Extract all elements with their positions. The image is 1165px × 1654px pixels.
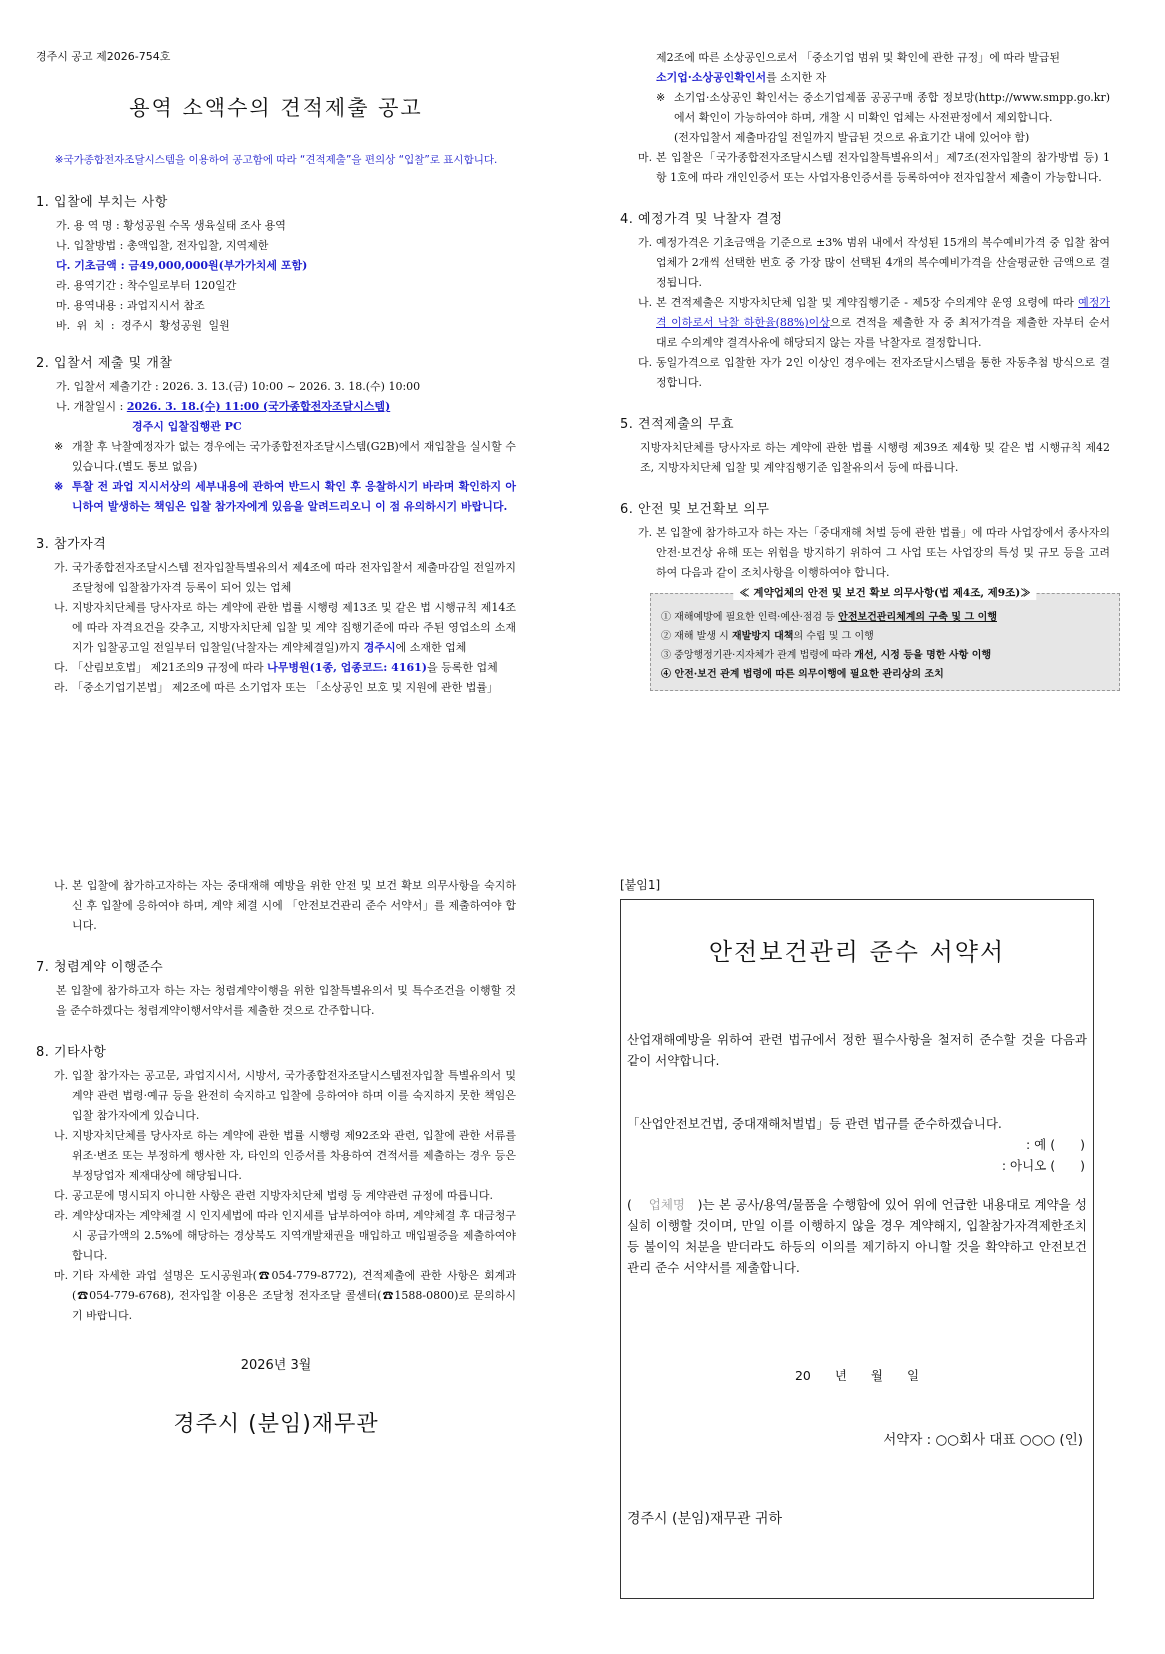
note-mark: ※ (54, 480, 64, 493)
item-text: 예정가격은 기초금액을 기준으로 ±3% 범위 내에서 작성된 15개의 복수예비가격 중 입찰 참여 업체가 2개씩 선택한 번호 중 가장 많이 선택된 4개의 복수예비가격을 산술평균한 금액으로 결정됩니다. (656, 236, 1110, 289)
s2-note-2 (36, 477, 516, 517)
duty-item-3 (661, 646, 1109, 665)
s1-item-b: 나. 입찰방법 : 총액입찰, 전자입찰, 지역제한 (56, 239, 269, 252)
s8-item-b (36, 1126, 516, 1186)
s3-item-c (36, 658, 516, 678)
duty-emphasis: 재발방지 대책 (732, 631, 794, 642)
section-2-heading: 2. 입찰서 제출 및 개찰 (36, 356, 173, 371)
certificate-highlight: 소기업·소상공인확인서 (656, 71, 767, 84)
item-mark: 나. (54, 601, 69, 614)
item-mark: 라. (54, 1209, 69, 1222)
section-5-heading: 5. 견적제출의 무효 (620, 417, 735, 432)
commitment-text: )는 본 공사/용역/물품을 수행함에 있어 위에 언급한 내용대로 계약을 성실히 이행할 것이며, 만일 이를 이행하지 않을 경우 계약해지, 입찰참가자격제한조치 등 불이익 처분을 받더라도 하등의 이의를 제기하지 아니할 것을 확약하고 안전보건관리 준수 서약서를 제출합니다. (627, 1197, 1087, 1275)
s3-certificate-subnote: (전자입찰서 제출마감일 전일까지 발급된 것으로 유효기간 내에 있어야 함) (674, 131, 1030, 144)
item-mark: 가. (54, 1069, 69, 1082)
note-text: 소기업·소상공인 확인서는 중소기업제품 공공구매 종합 정보망(http://www.smpp.go.kr)에서 확인이 가능하여야 하며, 개찰 시 미확인 업체는 사전판정에서 제외합니다. (674, 91, 1110, 124)
duty-item-4: ④ 안전·보건 관계 법령에 따른 의무이행에 필요한 관리상의 조치 (661, 669, 944, 680)
s1-item-d: 라. 용역기간 : 착수일로부터 120일간 (56, 279, 237, 292)
pledge-yes-option[interactable]: : 예 ( ) (1026, 1137, 1085, 1152)
duty-text: ② 재해 발생 시 (661, 631, 733, 642)
duty-emphasis: 개선, 시정 등을 명한 사항 이행 (854, 650, 992, 661)
notice-date: 2026년 3월 (240, 1358, 312, 1373)
item-text-pre: 「산림보호법」 제21조의9 규정에 따라 (72, 661, 268, 674)
item-text: 공고문에 명시되지 아니한 사항은 관련 지방자치단체 법령 등 계약관련 규정에 따릅니다. (72, 1189, 493, 1202)
item-mark: 나. (54, 1129, 69, 1142)
duty-text: ③ 중앙행정기관·지자체가 관계 법령에 따라 (661, 650, 855, 661)
s5-body: 지방자치단체를 당사자로 하는 계약에 관한 법률 시행령 제39조 제4항 및 같은 법 시행규칙 제42조, 지방자치단체 입찰 및 계약집행기준 입찰유의서 등에 따릅니다. (640, 441, 1110, 474)
section-8-heading: 8. 기타사항 (36, 1045, 107, 1060)
issuing-organization: 경주시 (분임)재무관 (173, 1412, 379, 1437)
notice-page-top-left (36, 48, 516, 698)
pledge-signer: 서약자 : ○○회사 대표 ○○○ (인) (883, 1432, 1083, 1448)
pledge-intro: 산업재해예방을 위하여 관련 법규에서 정한 필수사항을 철저히 준수할 것을 다음과 같이 서약합니다. (627, 1032, 1087, 1068)
item-text (72, 598, 516, 658)
s7-body: 본 입찰에 참가하고자 하는 자는 청렴계약이행을 위한 입찰특별유의서 및 특수조건을 이행할 것을 준수하겠다는 청렴계약이행서약서를 제출한 것으로 간주합니다. (56, 984, 516, 1017)
s1-item-a: 가. 용 역 명 : 황성공원 수목 생육실태 조사 용역 (56, 219, 286, 232)
item-text-tail: 에 소재한 업체 (395, 641, 467, 654)
attachment-label: [붙임1] (620, 878, 661, 892)
s4-item-b (620, 293, 1110, 353)
duty-text-tail: 의 수립 및 그 이행 (793, 631, 874, 642)
duty-text: ① 재해예방에 필요한 인력·예산·점검 등 (661, 612, 839, 623)
pledge-compliance: 「산업안전보건법, 중대재해처벌법」등 관련 법규를 준수하겠습니다. (627, 1116, 1002, 1131)
item-text-pre: 본 견적제출은 지방자치단체 입찰 및 계약집행기준 - 제5장 수의계약 운영 요령에 따라 (656, 296, 1079, 309)
item-mark: 가. (638, 526, 653, 539)
item-text: 국가종합전자조달시스템 전자입찰특별유의서 제4조에 따라 전자입찰서 제출마감일 전일까지 조달청에 입찰참가자격 등록이 되어 있는 업체 (72, 561, 516, 594)
item-mark: 마. (54, 1269, 69, 1282)
note-mark: ※ (656, 91, 666, 104)
pledge-recipient: 경주시 (분임)재무관 귀하 (627, 1511, 783, 1527)
section-3-heading: 3. 참가자격 (36, 537, 107, 552)
note-text: 투찰 전 과업 지시서상의 세부내용에 관하여 반드시 확인 후 응찰하시기 바라며 확인하지 아니하여 발생하는 책임은 입찰 참가자에게 있음을 알려드리오니 이 점 유의하시기 바랍니다. (72, 480, 516, 513)
item-text: 기타 자세한 과업 설명은 도시공원과(☎054-779-8772), 견적제출에 관한 사항은 회계과(☎054-779-6768), 전자입찰 이용은 조달청 전자조달 콜센터(☎1588-0800)로 문의하시기 바랍니다. (72, 1269, 516, 1322)
item-mark: 나. (54, 879, 69, 892)
note-text: 개찰 후 낙찰예정자가 없는 경우에는 국가종합전자조달시스템(G2B)에서 재입찰을 실시할 수 있습니다.(별도 통보 없음) (72, 440, 516, 473)
item-text (72, 658, 516, 678)
opening-place: 경주시 입찰집행관 PC (132, 420, 242, 433)
license-highlight: 나무병원(1종, 업종코드: 4161) (267, 661, 427, 674)
note-mark: ※ (54, 440, 64, 453)
item-mark: 가. (54, 561, 69, 574)
item-text: 지방자치단체를 당사자로 하는 계약에 관한 법률 시행령 제92조와 관련, 입찰에 관한 서류를 위조·변조 또는 부정하게 행사한 자, 타인의 인증서를 차용하여 견적서를 제출하는 경우 등은 부정당업자 제재대상에 해당됩니다. (72, 1129, 516, 1182)
pledge-attachment (620, 876, 1096, 1599)
section-6-heading: 6. 안전 및 보건확보 의무 (620, 502, 770, 517)
continued-tail: 를 소지한 자 (766, 71, 827, 84)
item-text: 동일가격으로 입찰한 자가 2인 이상인 경우에는 전자조달시스템을 통한 자동추첨 방식으로 결정합니다. (656, 356, 1110, 389)
pledge-form (620, 899, 1094, 1599)
region-highlight: 경주시 (363, 641, 396, 654)
pledge-date: 20 년 월 일 (794, 1368, 920, 1383)
opening-datetime: 2026. 3. 18.(수) 11:00 (국가종합전자조달시스템) (126, 400, 391, 413)
item-mark: 다. (54, 1189, 69, 1202)
s1-item-c: 다. 기초금액 : 금49,000,000원(부가가치세 포함) (56, 259, 308, 272)
s2-item-b (36, 397, 516, 417)
duty-item-1 (661, 608, 1109, 627)
item-text: 계약상대자는 계약체결 시 인지세법에 따라 인지세를 납부하여야 하며, 계약체결 후 대금청구 시 공급가액의 2.5%에 해당하는 경상북도 지역개발채권을 매입하고 매입필증을 제출하여야 합니다. (72, 1209, 516, 1262)
duty-item-2 (661, 627, 1109, 646)
item-text: 본 입찰에 참가하고자 하는 자는「중대재해 처벌 등에 관한 법률」에 따라 사업장에서 종사자의 안전·보건상 유해 또는 위험을 방지하기 위하여 그 사업 또는 사업장의 특성 및 규모 등을 고려하여 다음과 같이 조치사항을 이행하여야 합니다. (656, 526, 1110, 579)
paren-open: ( (627, 1197, 632, 1212)
item-text: 「중소기업기본법」 제2조에 따른 소기업자 또는 「소상공인 보호 및 지원에 관한 법률」 (72, 681, 498, 694)
s2-item-a: 가. 입찰서 제출기간 : 2026. 3. 13.(금) 10:00 ~ 2026. 3. 18.(수) 10:00 (56, 380, 421, 393)
s8-item-a (36, 1066, 516, 1126)
item-text: 본 입찰에 참가하고자하는 자는 중대재해 예방을 위한 안전 및 보건 확보 의무사항을 숙지하신 후 입찰에 응하여야 하며, 계약 체결 시에 「안전보건관리 준수 서약서」를 제출하여야 합니다. (72, 879, 516, 932)
s2-item-b-prefix: 나. 개찰일시 : (56, 400, 127, 413)
s3-item-d (36, 678, 516, 698)
section-1-heading: 1. 입찰에 부치는 사항 (36, 195, 168, 210)
company-name-placeholder[interactable]: 업체명 (648, 1197, 685, 1212)
item-mark: 가. (638, 236, 653, 249)
s4-item-c (620, 353, 1110, 393)
section-4-heading: 4. 예정가격 및 낙찰자 결정 (620, 212, 783, 227)
s3-item-b (36, 598, 516, 658)
item-mark: 다. (54, 661, 69, 674)
item-text-main: 지방자치단체를 당사자로 하는 계약에 관한 법률 시행령 제13조 및 같은 법 시행규칙 제14조에 따라 자격요건을 갖추고, 지방자치단체 입찰 및 계약 집행기준에 따라 주된 영업소의 소재지가 입찰공고일 전일부터 입찰일(낙찰자는 계약체결일)까지 (72, 601, 516, 654)
floor-rate-highlight: 예정가격 이하로서 낙찰 하한율(88%)이상 (656, 296, 1110, 329)
s3-certificate-note (620, 88, 1110, 128)
item-mark: 마. (638, 151, 653, 164)
item-text: 입찰 참가자는 공고문, 과업지시서, 시방서, 국가종합전자조달시스템전자입찰 특별유의서 및 계약 관련 법령·예규 등을 완전히 숙지하고 입찰에 응하여야 하며 이를 숙지하지 못한 책임은 입찰 참가자에게 있습니다. (72, 1069, 516, 1122)
safety-duty-box (650, 587, 1120, 691)
document-title: 용역 소액수의 견적제출 공고 (129, 96, 423, 120)
item-mark: 라. (54, 681, 69, 694)
item-mark: 다. (638, 356, 653, 369)
s6-item-a (620, 523, 1110, 583)
s4-item-a (620, 233, 1110, 293)
item-mark: 나. (638, 296, 653, 309)
item-text-tail: 으로 견적을 제출한 자 중 최저가격을 제출한 자부터 순서대로 수의계약 결격사유에 해당되지 않는 자를 낙찰자로 결정합니다. (656, 316, 1110, 349)
item-text-tail: 을 등록한 업체 (427, 661, 498, 674)
notice-page-bottom-left (36, 876, 516, 1438)
pledge-commitment (627, 1194, 1087, 1278)
item-text: 본 입찰은「국가종합전자조달시스템 전자입찰특별유의서」제7조(전자입찰의 참가방법 등) 1항 1호에 따라 개인인증서 또는 사업자용인증서를 등록하여야 전자입찰서 제출이 가능합니다. (656, 151, 1110, 184)
duty-box-title: ≪ 계약업체의 안전 및 보건 확보 의무사항(법 제4조, 제9조)≫ (733, 585, 1036, 600)
s3-item-a (36, 558, 516, 598)
duty-emphasis: 안전보건관리체계의 구축 및 그 이행 (838, 612, 997, 623)
pledge-no-option[interactable]: : 아니오 ( ) (1001, 1158, 1085, 1173)
continued-text: 제2조에 따른 소상공인으로서 「중소기업 범위 및 확인에 관한 규정」에 따라 발급된 (656, 51, 1060, 64)
s8-item-d (36, 1206, 516, 1266)
s8-item-e (36, 1266, 516, 1326)
s3-item-d-continued (620, 48, 1110, 88)
item-text (656, 293, 1110, 353)
notice-page-top-right (620, 48, 1110, 691)
s8-item-c (36, 1186, 516, 1206)
s1-item-f: 바. 위 치 : 경주시 황성공원 일원 (56, 319, 230, 332)
s6-item-na (36, 876, 516, 936)
section-7-heading: 7. 청렴계약 이행준수 (36, 960, 164, 975)
s3-item-ma (620, 148, 1110, 188)
blue-notice: ※국가종합전자조달시스템을 이용하여 공고함에 따라 “견적제출”을 편의상 “입찰”로 표시합니다. (54, 154, 498, 166)
s2-note-1 (36, 437, 516, 477)
s1-item-e: 마. 용역내용 : 과업지시서 참조 (56, 299, 205, 312)
notice-number: 경주시 공고 제2026-754호 (36, 50, 171, 63)
pledge-title: 안전보건관리 준수 서약서 (708, 938, 1006, 966)
